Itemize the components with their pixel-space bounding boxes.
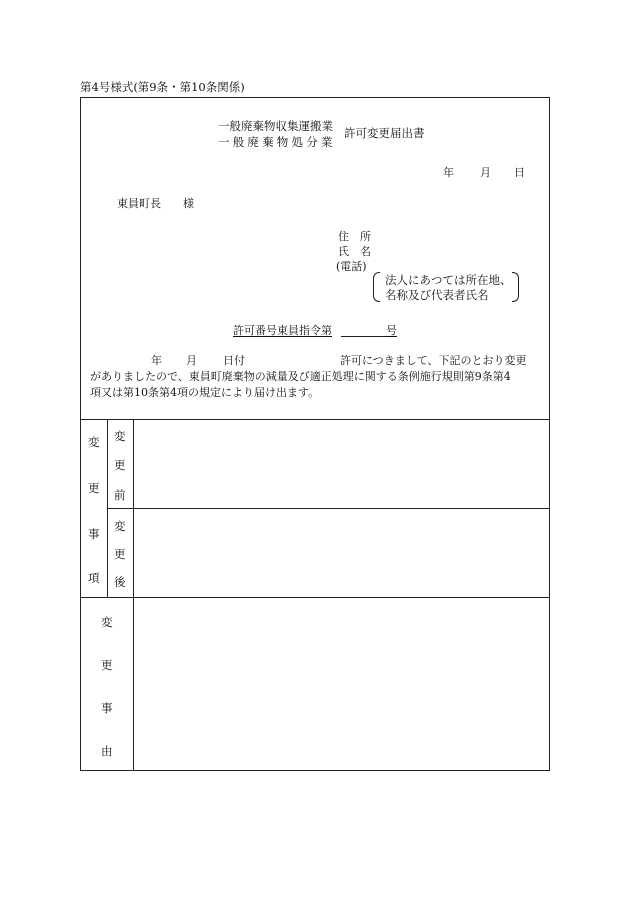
before-content-area[interactable] xyxy=(134,420,549,507)
title-suffix: 許可変更届出書 xyxy=(344,126,425,140)
after-char-3: 後 xyxy=(114,575,126,589)
divider-section-col xyxy=(107,419,108,597)
corporate-note-line1: 法人にあつては所在地、 xyxy=(385,273,512,287)
permit-number-suffix: 号 xyxy=(386,324,397,337)
after-char-1: 変 xyxy=(114,519,126,533)
reason-char-3: 事 xyxy=(101,701,113,715)
after-char-2: 更 xyxy=(114,547,126,561)
body-date-year: 年 xyxy=(151,354,162,367)
after-content-area[interactable] xyxy=(134,509,549,596)
date-year: 年 xyxy=(443,166,454,179)
permit-number-prefix: 許可番号東員指令第 xyxy=(233,324,332,337)
name-label: 氏 名 xyxy=(338,245,371,258)
items-char-1: 変 xyxy=(88,435,100,449)
title-business-types xyxy=(218,118,336,150)
body-date-month: 月 xyxy=(186,354,197,367)
title-line-collection: 一般廃棄物収集運搬業 xyxy=(218,119,333,133)
address-label: 住 所 xyxy=(338,230,371,243)
corporate-note-line2: 名称及び代表者氏名 xyxy=(385,288,489,302)
reason-char-1: 変 xyxy=(101,615,113,629)
before-char-1: 変 xyxy=(114,429,126,443)
reason-char-4: 由 xyxy=(101,744,113,758)
items-char-2: 更 xyxy=(88,481,100,495)
items-char-3: 事 xyxy=(88,527,100,541)
corporate-note xyxy=(385,273,512,303)
date-month: 月 xyxy=(480,166,491,179)
body-text-line2: がありましたので、東員町廃棄物の減量及び適正処理に関する条例施行規則第9条第4 xyxy=(90,370,511,383)
reason-char-2: 更 xyxy=(101,658,113,672)
bracket-left xyxy=(373,272,380,302)
reason-content-area[interactable] xyxy=(134,598,549,770)
form-number-label: 第4号様式(第9条・第10条関係) xyxy=(80,80,245,94)
before-char-2: 更 xyxy=(114,458,126,472)
title-line-disposal: 一般廃棄物処分業 xyxy=(218,135,336,149)
date-day: 日 xyxy=(514,166,525,179)
addressee-name: 東員町長 xyxy=(117,197,161,210)
addressee-honorific: 様 xyxy=(183,197,194,210)
items-char-4: 項 xyxy=(88,571,100,585)
body-date-day: 日付 xyxy=(223,354,245,367)
before-char-3: 前 xyxy=(114,488,126,502)
body-text-line3: 項又は第10条第4項の規定により届け出ます。 xyxy=(90,386,320,399)
permit-number-blank xyxy=(341,322,386,337)
phone-label: (電話) xyxy=(336,260,367,273)
body-text-line1: 許可につきまして、下記のとおり変更 xyxy=(340,354,527,367)
bracket-right xyxy=(512,272,519,302)
